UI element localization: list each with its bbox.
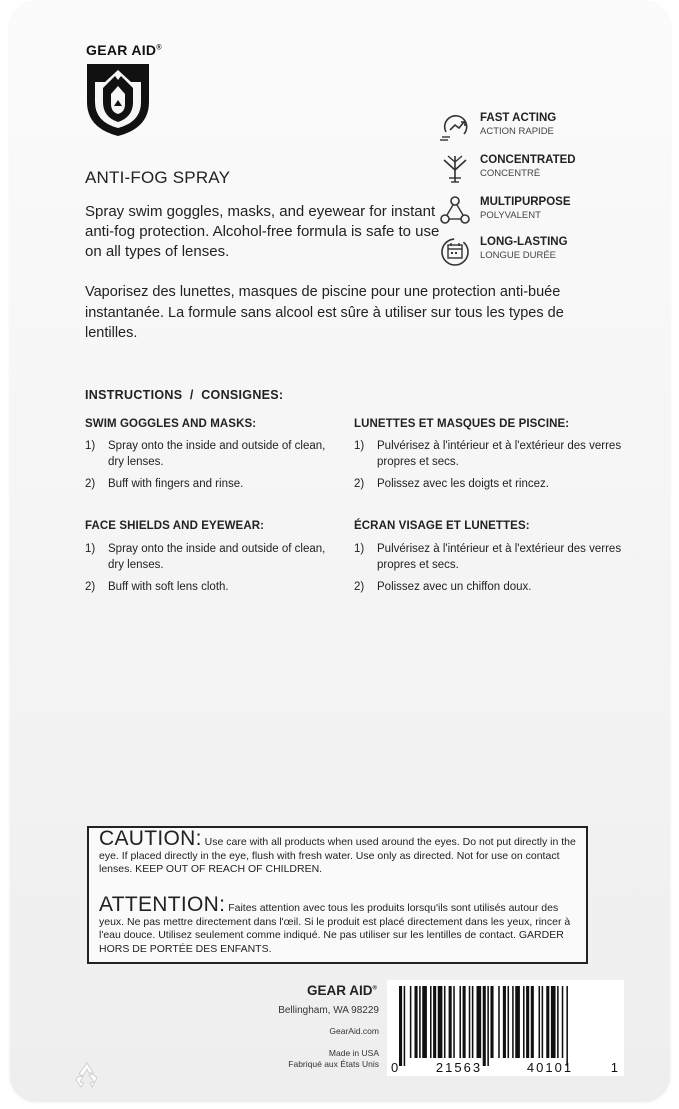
made-in-fr: Fabriqué aux États Unis <box>288 1059 379 1069</box>
barcode-bar <box>487 986 489 1066</box>
barcode-bar <box>477 986 482 1058</box>
calendar-icon <box>438 234 472 268</box>
barcode-bar <box>546 986 549 1058</box>
barcode-bar <box>523 986 525 1058</box>
barcode-bar <box>542 986 544 1058</box>
barcode-digits-left: 21563 <box>435 1060 483 1075</box>
barcode-bar <box>526 986 529 1058</box>
made-in: Made in USA <box>328 1048 379 1058</box>
barcode-bar <box>410 986 412 1058</box>
caution-body: Use care with all products when used around the eyes. Do not put directly in the eye. If placed directly in the eye, flush with fresh water. Use only as directed. Not for use on contact lenses. KEEP OUT OF REACH OF CHILDREN. <box>99 836 576 875</box>
barcode-digit-last: 1 <box>610 1060 620 1075</box>
barcode-bar <box>557 986 559 1058</box>
multipurpose-icon <box>438 194 472 228</box>
barcode-bar <box>419 986 421 1058</box>
attention-body: Faites attention avec tous les produits lorsqu'ils sont utilisés autour des yeux. Ne pas mettre directement dans l'œil. Si le produit est placé directement dans les yeux, rincer à l'eau douce. Utilisez seulement comme indiqué. Ne pas utiliser sur les lentilles de contact. GARDER HORS DE PORTÉE DES ENFANTS. <box>99 902 571 955</box>
barcode-bar <box>469 986 471 1058</box>
barcode-bar <box>566 986 568 1066</box>
company-address: Bellingham, WA 98229 <box>278 1005 379 1016</box>
concentrated-icon <box>438 152 472 186</box>
barcode-bar <box>539 986 541 1058</box>
barcode-bar <box>438 986 443 1058</box>
company-website: GearAid.com <box>329 1026 379 1036</box>
barcode-bar <box>459 986 461 1058</box>
product-description-en: Spray swim goggles, masks, and eyewear for instant anti-fog protection. Alcohol-free formula is safe to use on all types of lenses. <box>85 203 440 260</box>
barcode-digits-right: 40101 <box>526 1060 574 1075</box>
barcode-bar <box>483 986 486 1066</box>
feature-long-lasting: LONG-LASTING LONGUE DURÉE <box>438 234 638 268</box>
product-description-fr: Vaporisez des lunettes, masques de piscine pour une protection anti-buée instantanée. La formule sans alcool est sûre à utiliser sur tous les types de lentilles. <box>85 284 564 341</box>
caution-label: CAUTION: <box>99 827 202 850</box>
barcode-bar <box>515 986 520 1058</box>
fast-acting-icon <box>438 110 472 144</box>
barcode-bar <box>422 986 427 1058</box>
instruction-step: 1) Spray onto the inside and outside of clean, dry lenses. <box>85 440 326 468</box>
instruction-step: 1) Pulvérisez à l'intérieur et à l'extérieur des verres propres et secs. <box>354 543 622 571</box>
instruction-step: 2) Polissez avec les doigts et rincez. <box>354 478 549 490</box>
barcode-bar <box>531 986 534 1058</box>
barcode-bar <box>444 986 446 1058</box>
barcode-bar <box>508 986 510 1058</box>
feature-multipurpose: MULTIPURPOSE POLYVALENT <box>438 194 638 228</box>
barcode-bar <box>453 986 455 1058</box>
gear-aid-logo-icon <box>85 62 151 138</box>
caution-text-en <box>99 827 579 877</box>
instruction-step: 2) Buff with fingers and rinse. <box>85 478 244 490</box>
barcode-bar <box>512 986 514 1058</box>
barcode-bars <box>387 980 624 1076</box>
instruction-step: 1) Spray onto the inside and outside of clean, dry lenses. <box>85 543 326 571</box>
caution-text-fr <box>99 893 579 956</box>
company-name: GEAR AID® <box>307 983 377 998</box>
barcode-bar <box>449 986 452 1058</box>
barcode-bar <box>498 986 500 1058</box>
barcode-bar <box>415 986 418 1058</box>
barcode-bar <box>404 986 406 1066</box>
barcode-bar <box>463 986 466 1058</box>
barcode-bar <box>472 986 474 1058</box>
brand-name: GEAR AID® <box>86 42 162 58</box>
section-heading-lunettes-masques: LUNETTES ET MASQUES DE PISCINE: <box>354 418 570 430</box>
instruction-step: 2) Buff with soft lens cloth. <box>85 581 229 593</box>
barcode-digit-first: 0 <box>391 1060 401 1075</box>
section-heading-swim-goggles: SWIM GOGGLES AND MASKS: <box>85 418 257 430</box>
section-heading-ecran-visage: ÉCRAN VISAGE ET LUNETTES: <box>354 520 530 532</box>
barcode <box>387 980 624 1076</box>
barcode-bar <box>562 986 564 1058</box>
barcode-bar <box>433 986 436 1058</box>
feature-fast-acting: FAST ACTING ACTION RAPIDE <box>438 110 638 144</box>
feature-concentrated: CONCENTRATED CONCENTRÉ <box>438 152 638 186</box>
instruction-step: 1) Pulvérisez à l'intérieur et à l'extérieur des verres propres et secs. <box>354 440 622 468</box>
barcode-bar <box>399 986 402 1066</box>
barcode-bar <box>430 986 432 1058</box>
instruction-step: 2) Polissez avec un chiffon doux. <box>354 581 532 593</box>
barcode-bar <box>551 986 556 1058</box>
recycle-icon <box>72 1060 102 1090</box>
barcode-bar <box>503 986 506 1058</box>
section-heading-face-shields: FACE SHIELDS AND EYEWEAR: <box>85 520 265 532</box>
instructions-title: INSTRUCTIONS / CONSIGNES: <box>85 388 284 402</box>
product-title: ANTI-FOG SPRAY <box>85 168 231 187</box>
attention-label: ATTENTION: <box>99 893 226 916</box>
caution-box <box>87 826 588 964</box>
barcode-bar <box>490 986 493 1058</box>
